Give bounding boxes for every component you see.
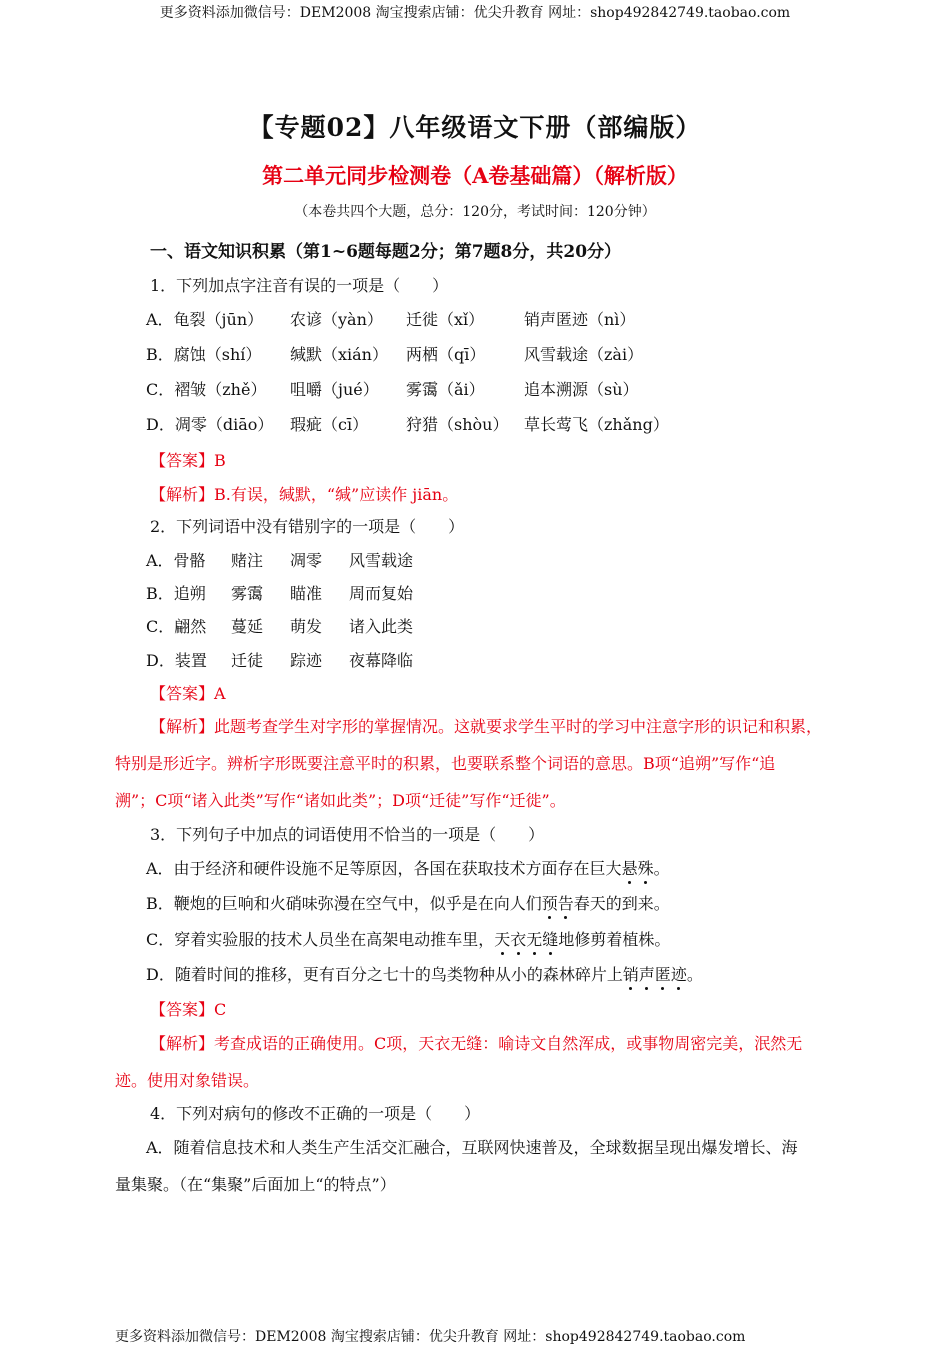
document-title: 【专题02】八年级语文下册（部编版）	[248, 113, 702, 142]
q2-stem: 2．下列词语中没有错别字的一项是（ ）	[150, 517, 465, 536]
q4-option-a-line-1: A．随着信息技术和人类生产生活交汇融合，互联网快速普及，全球数据呈现出爆发增长、海	[146, 1138, 798, 1157]
q1-option-c-3: 雾霭（ǎi）	[406, 380, 485, 399]
q3-option-a: A．由于经济和硬件设施不足等原因，各国在获取技术方面存在巨大悬殊。	[146, 856, 670, 879]
q1-option-a-4: 销声匿迹（nì）	[524, 310, 636, 329]
q1-option-d-3: 狩猎（shòu）	[406, 415, 509, 434]
section-heading: 一、语文知识积累（第1~6题每题2分；第7题8分，共20分）	[150, 242, 622, 262]
q3-stem: 3．下列句子中加点的词语使用不恰当的一项是（ ）	[150, 825, 545, 844]
q4-stem: 4．下列对病句的修改不正确的一项是（ ）	[150, 1104, 481, 1123]
q1-option-a-1: A．龟裂（jūn）	[146, 310, 264, 329]
q2-option-b-3: 瞄准	[290, 584, 323, 603]
q1-option-d-4: 草长莺飞（zhǎng）	[524, 415, 669, 434]
q1-stem: 1．下列加点字注音有误的一项是（ ）	[150, 276, 449, 295]
q3-option-b-dotted-word: 预告	[542, 894, 574, 913]
q1-option-d-2: 瑕疵（cī）	[290, 415, 369, 434]
q1-option-b-3: 两栖（qī）	[406, 345, 486, 364]
q2-option-c-2: 蔓延	[231, 617, 264, 636]
document-subtitle: 第二单元同步检测卷（A卷基础篇）（解析版）	[262, 163, 688, 188]
page-footer: 更多资料添加微信号：DEM2008 淘宝搜索店铺：优尖升教育 网址：shop492842749.taobao.com	[115, 1329, 746, 1345]
q3-analysis-line-2: 迹。使用对象错误。	[115, 1071, 260, 1090]
q1-answer: 【答案】B	[150, 451, 226, 470]
q1-option-c-4: 追本溯源（sù）	[524, 380, 639, 399]
q1-option-c-1: C．褶皱（zhě）	[146, 380, 267, 399]
q2-option-c-3: 萌发	[290, 617, 323, 636]
q2-analysis-line-2: 特别是形近字。辨析字形既要注意平时的积累，也要联系整个词语的意思。B项“追朔”写作“追	[115, 754, 776, 773]
q3-answer: 【答案】C	[150, 1000, 227, 1019]
q1-option-b-1: B．腐蚀（shí）	[146, 345, 262, 364]
q2-answer: 【答案】A	[150, 684, 226, 703]
q2-option-b-2: 雾霭	[231, 584, 264, 603]
q2-option-c-1: C．翩然	[146, 617, 207, 636]
q4-option-a-line-2: 量集聚。（在“集聚”后面加上“的特点”）	[115, 1175, 396, 1194]
q1-option-a-3: 迁徙（xǐ）	[406, 310, 485, 329]
page-header: 更多资料添加微信号：DEM2008 淘宝搜索店铺：优尖升教育 网址：shop492842749.taobao.com	[159, 5, 791, 21]
q1-option-a-2: 农谚（yàn）	[290, 310, 383, 329]
q1-analysis: 【解析】B.有误，缄默，“缄”应读作 jiān。	[150, 485, 459, 504]
q1-option-d-1: D．凋零（diāo）	[146, 415, 274, 434]
q1-option-b-2: 缄默（xián）	[290, 345, 388, 364]
q3-analysis-line-1: 【解析】考查成语的正确使用。C项，天衣无缝：喻诗文自然浑成，或事物周密完美，泯然无	[150, 1034, 803, 1053]
q2-option-a-2: 赌注	[231, 551, 264, 570]
q3-option-c: C．穿着实验服的技术人员坐在高架电动推车里，天衣无缝地修剪着植株。	[146, 927, 670, 950]
q2-option-a-4: 风雪载途	[349, 551, 414, 570]
q2-option-d-3: 踪迹	[290, 651, 323, 670]
q2-option-a-1: A．骨骼	[146, 551, 206, 570]
q2-analysis-line-1: 【解析】此题考查学生对字形的掌握情况。这就要求学生平时的学习中注意字形的识记和积累，	[150, 717, 823, 736]
q3-option-a-dotted-word: 悬殊	[622, 859, 654, 878]
q2-option-d-2: 迁徒	[231, 651, 264, 670]
q3-option-b: B．鞭炮的巨响和火硝味弥漫在空气中，似乎是在向人们预告春天的到来。	[146, 891, 670, 914]
q2-option-b-4: 周而复始	[349, 584, 414, 603]
q2-analysis-line-3: 溯”；C项“诸入此类”写作“诸如此类”；D项“迁徒”写作“迁徙”。	[115, 791, 566, 810]
q1-option-c-2: 咀嚼（jué）	[290, 380, 379, 399]
q3-option-c-dotted-word: 天衣无缝	[494, 930, 558, 949]
exam-note: （本卷共四个大题，总分：120分，考试时间：120分钟）	[294, 204, 656, 220]
q2-option-d-4: 夜幕降临	[349, 651, 414, 670]
q2-option-c-4: 诸入此类	[349, 617, 414, 636]
q3-option-d-dotted-word: 销声匿迹	[623, 965, 687, 984]
q3-option-d: D．随着时间的推移，更有百分之七十的鸟类物种从小的森林碎片上销声匿迹。	[146, 962, 703, 985]
q1-option-b-4: 风雪载途（zài）	[524, 345, 644, 364]
q2-option-b-1: B．追朔	[146, 584, 206, 603]
q2-option-d-1: D．装置	[146, 651, 207, 670]
q2-option-a-3: 凋零	[290, 551, 323, 570]
